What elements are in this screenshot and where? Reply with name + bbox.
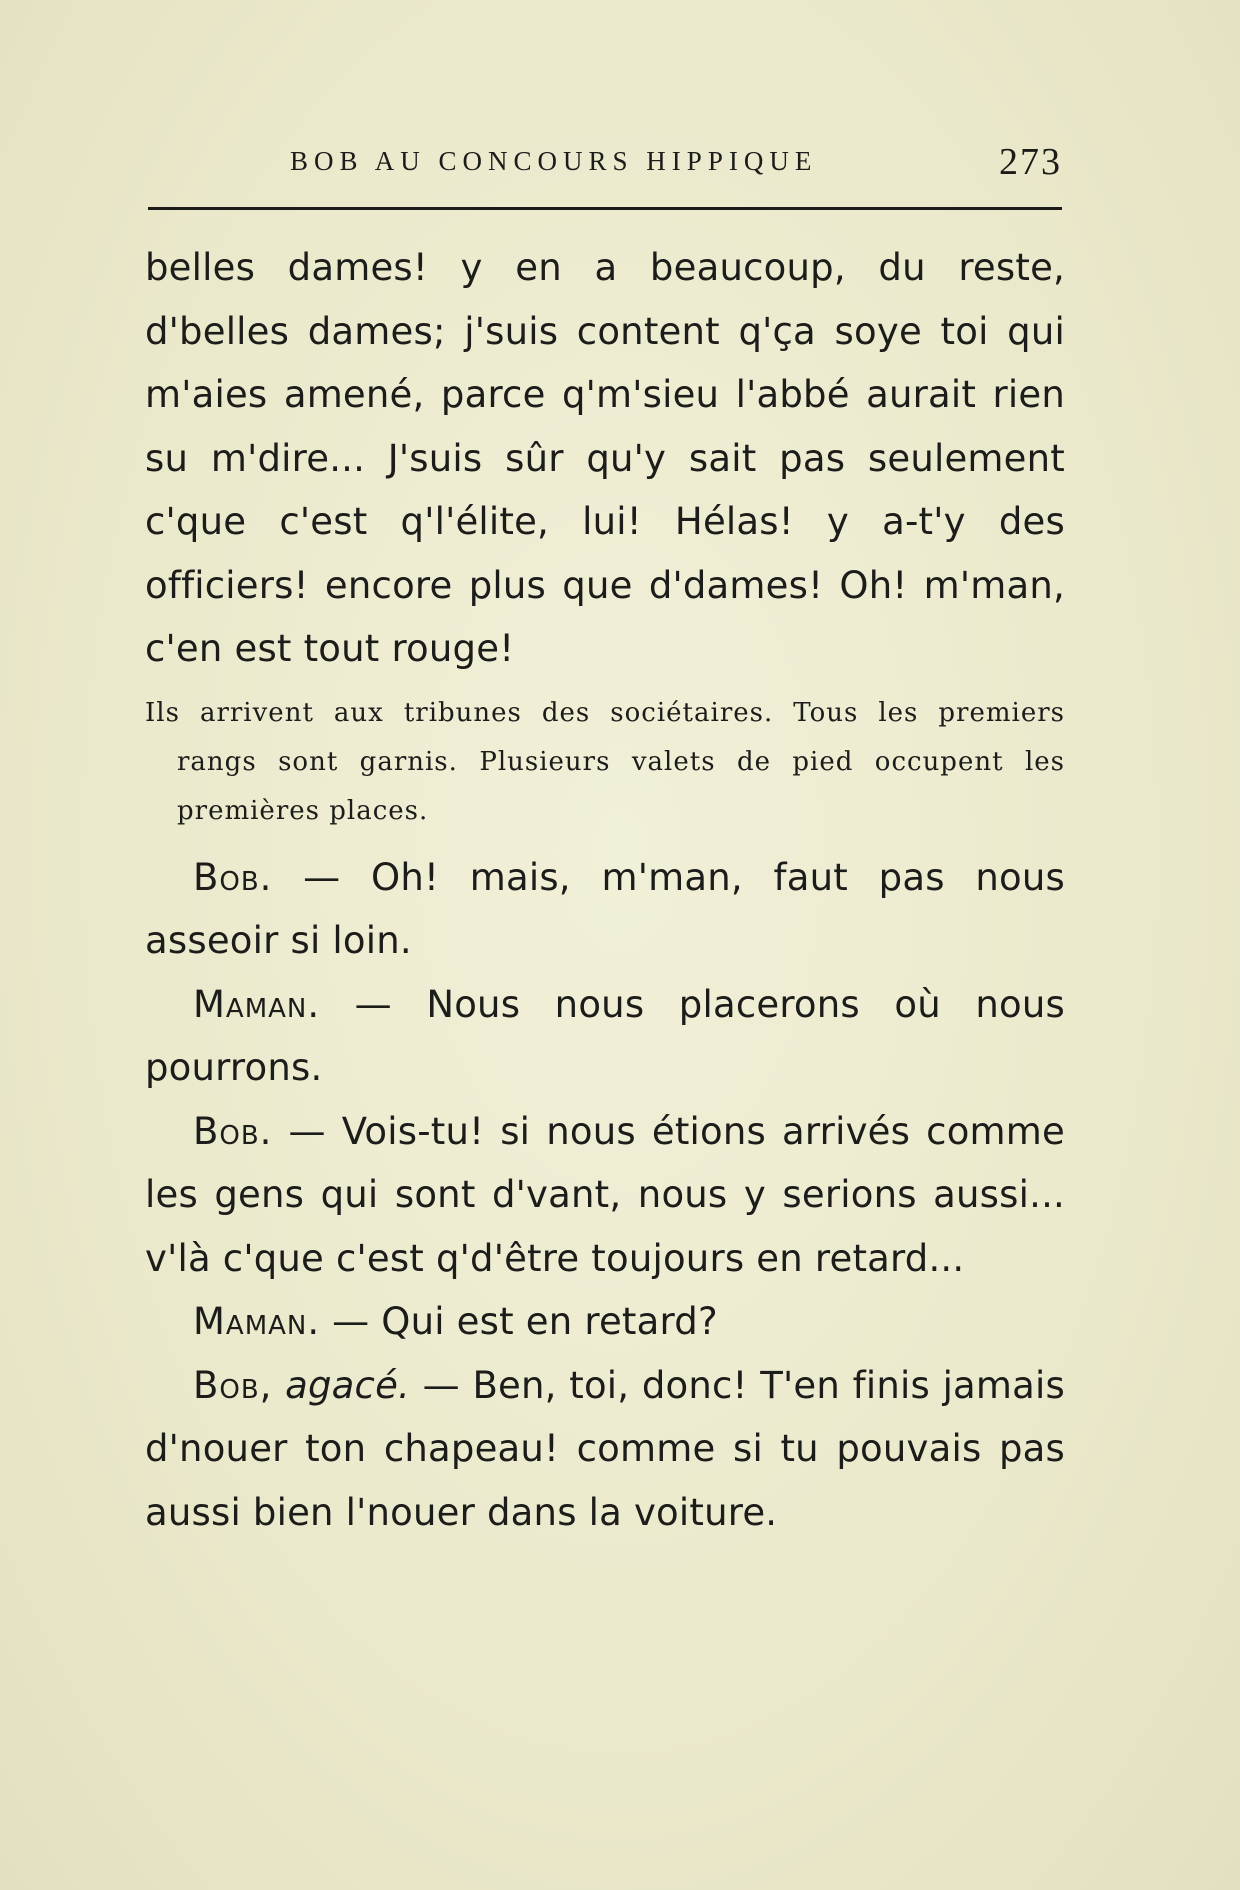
running-head (148, 140, 1062, 190)
speaker-name: Bob, (193, 1363, 273, 1407)
dialogue-text: — Ben, toi, donc! T'en finis jamais d'nouer ton chapeau! comme si tu pouvais pas aussi bien l'nouer dans la voiture. (145, 1363, 1065, 1534)
text-block (145, 236, 1065, 1544)
paragraph-continued: belles dames! y en a beaucoup, du reste, d'belles dames; j'suis content q'ça soye toi qui m'aies amené, parce q'm'sieu l'abbé aurait rien su m'dire... J'suis sûr qu'y sait pas seulement c'que c'est q'l'élite, lui! Hélas! y a-t'y des officiers! encore plus que d'dames! Oh! m'man, c'en est tout rouge! (145, 246, 1065, 670)
dialogue-line-2 (145, 973, 1065, 1100)
dialogue-text: — Oh! mais, m'man, faut pas nous asseoir si loin. (145, 855, 1065, 962)
running-title: BOB AU CONCOURS HIPPIQUE (290, 146, 818, 176)
dialogue-line-5 (145, 1354, 1065, 1545)
dialogue-line-3 (145, 1100, 1065, 1291)
speaker-name: Bob. (193, 855, 273, 899)
dialogue-text: — Nous nous placerons où nous pourrons. (145, 982, 1065, 1089)
dialogue-line-1 (145, 846, 1065, 973)
page-number: 273 (999, 141, 1062, 183)
speaker-name: Maman. (193, 982, 321, 1026)
speaker-name: Bob. (193, 1109, 273, 1153)
dialogue-line-4 (145, 1290, 1065, 1354)
header-rule (148, 207, 1062, 210)
dialogue-text: — Qui est en retard? (320, 1300, 718, 1343)
dialogue-text: — Vois-tu! si nous étions arrivés comme les gens qui sont d'vant, nous y serions aussi... v'là c'que c'est q'd'être toujours en retard... (145, 1109, 1065, 1280)
stage-direction-inline: agacé. (285, 1363, 410, 1407)
speaker-name: Maman. (193, 1300, 321, 1343)
stage-direction: Ils arrivent aux tribunes des sociétaires. Tous les premiers rangs sont garnis. Plusieurs valets de pied occupent les premières places. (145, 697, 1065, 826)
